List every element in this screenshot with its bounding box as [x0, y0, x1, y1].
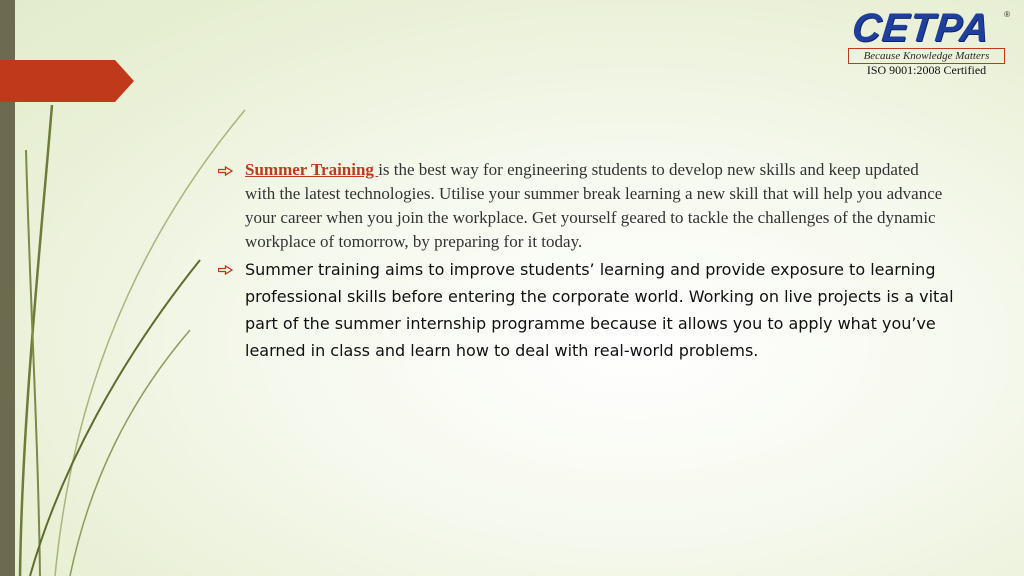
bullet-item-summer-training [218, 158, 950, 254]
logo-wordmark: CETPA [849, 6, 993, 50]
bullet-text: Summer training aims to improve students’ learning and provide exposure to learning professional skills before entering the corporate world. Working on live projects is a vital part of the summer internship programme because it allows you to apply what you’ve learned in class and learn how to deal with real-world problems. [245, 260, 954, 360]
bullet-text: is the best way for engineering students to develop new skills and keep updated with the latest technologies. Utilise your summer break learning a new skill that will help you advance your career when you join the workplace. Get yourself geared to tackle the challenges of the dynamic workplace of tomorrow, by preparing for it today. [245, 160, 943, 251]
arrow-bullet-icon [218, 166, 233, 176]
summer-training-link[interactable]: Summer Training [245, 160, 379, 179]
slide-content [218, 158, 958, 364]
logo-tagline: Because Knowledge Matters [848, 48, 1005, 64]
cetpa-logo [840, 8, 1010, 76]
logo-registered-mark: ® [1004, 10, 1010, 19]
bullet-item-summer-training-aims [218, 256, 958, 364]
arrow-bullet-icon [218, 265, 233, 275]
logo-certification: ISO 9001:2008 Certified [866, 63, 987, 77]
